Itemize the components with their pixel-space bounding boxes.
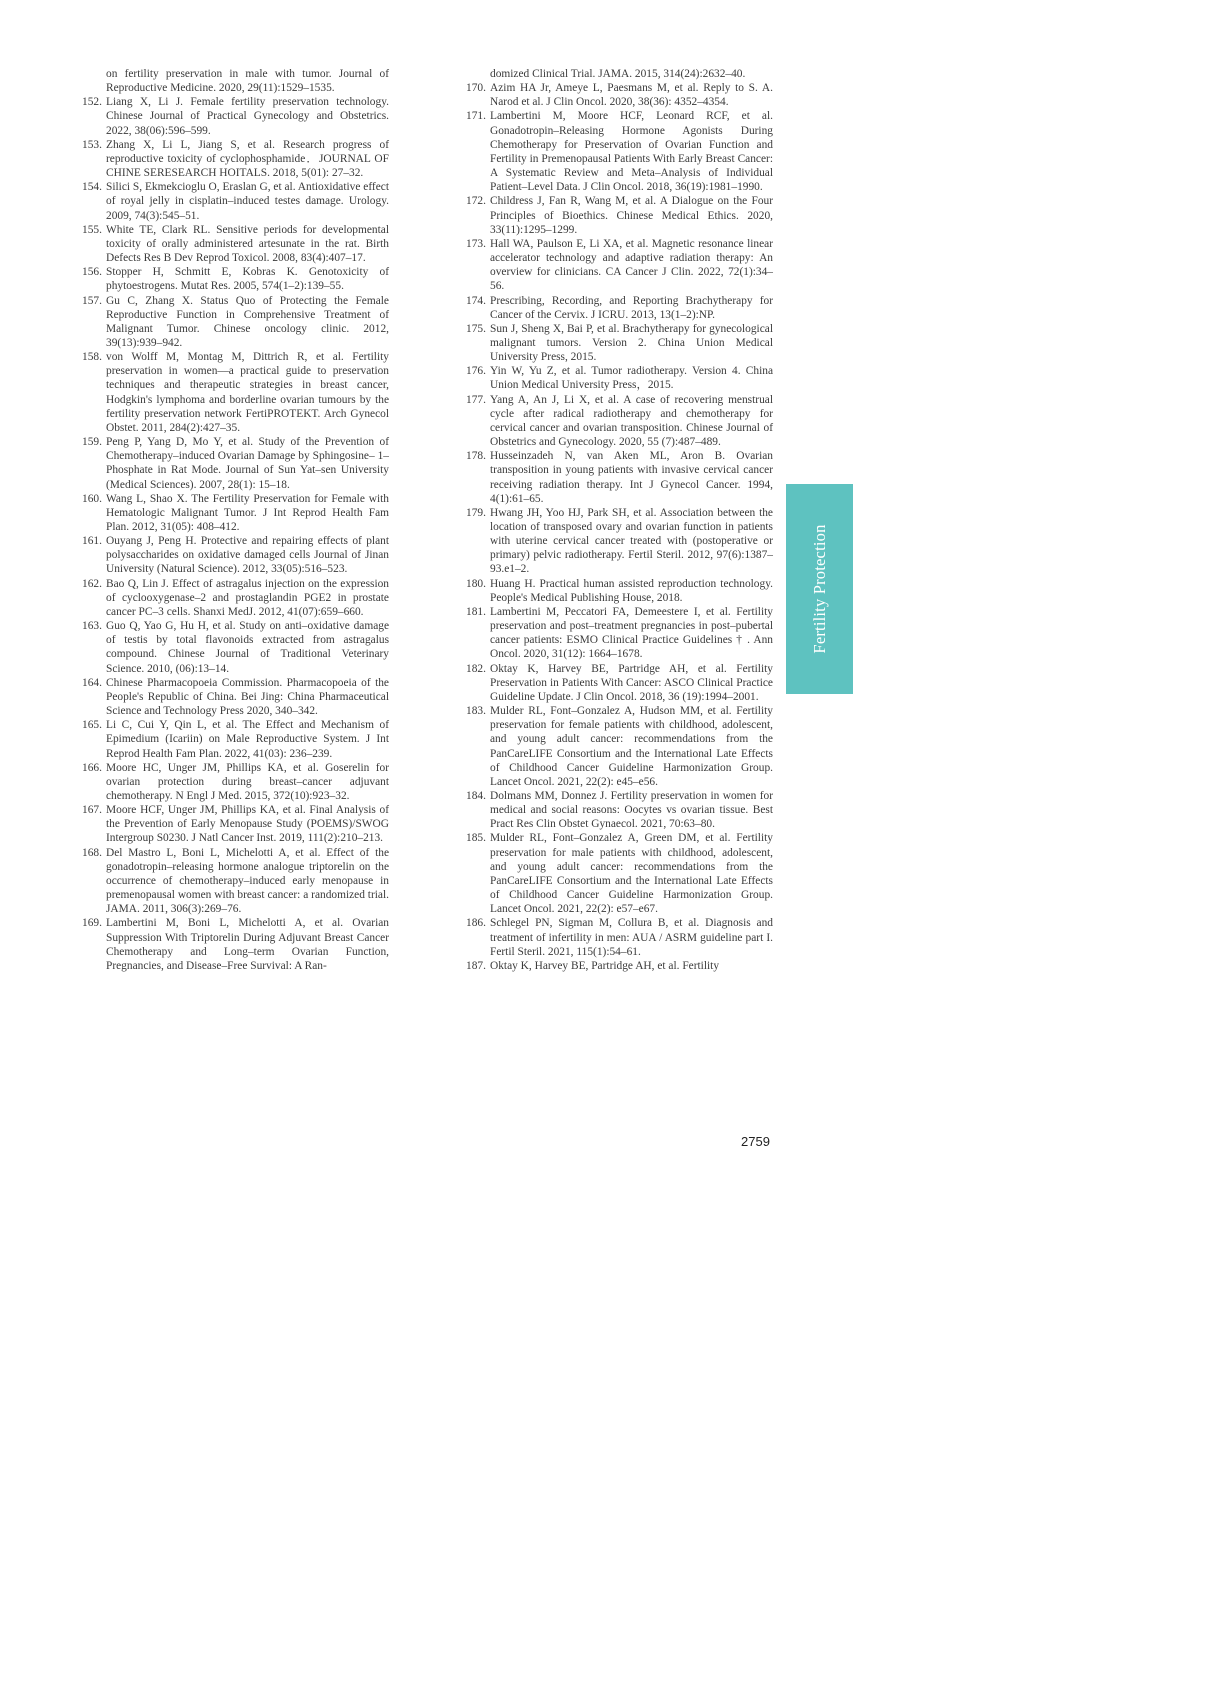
reference-item	[84, 534, 389, 576]
reference-continuation: domized Clinical Trial. JAMA. 2015, 314(24):2632–40.	[490, 68, 746, 80]
reference-item	[468, 237, 773, 294]
reference-item	[468, 364, 773, 392]
reference-item	[468, 294, 773, 322]
reference-text: Mulder RL, Font–Gonzalez A, Green DM, et al. Fertility preservation for male patients with childhood, adolescent, and young adult cancer: recommendations from the PanCareLIFE Consortium and the International Late Effects of Childhood Cancer Guideline Harmonization Group. Lancet Oncol. 2021, 22(2): e57–e67.	[490, 832, 773, 916]
reference-number: 154.	[82, 181, 102, 194]
reference-text: Hwang JH, Yoo HJ, Park SH, et al. Association between the location of transposed ovary and ovarian function in patients with uterine cervical cancer treated with (postoperative or primary) pelvic radiotherapy. Fertil Steril. 2012, 97(6):1387–93.e1–2.	[490, 506, 773, 576]
reference-number: 182.	[466, 662, 486, 675]
reference-item	[468, 959, 773, 973]
reference-item	[468, 81, 773, 109]
left-reference-column	[84, 67, 389, 973]
reference-text: von Wolff M, Montag M, Dittrich R, et al. Fertility preservation in women––a practical guide to preservation techniques and therapeutic strategies in breast cancer, Hodgkin's lymphoma and borderline ovarian tumours by the fertility preservation network FertiPROTEKT. Arch Gynecol Obstet. 2011, 284(2):427–35.	[106, 351, 389, 434]
reference-number: 165.	[82, 719, 102, 732]
reference-text: Guo Q, Yao G, Hu H, et al. Study on anti–oxidative damage of testis by total flavonoids extracted from astragalus compound. Chinese Journal of Traditional Veterinary Science. 2010, (06):13–14.	[106, 620, 389, 675]
section-side-tab	[786, 484, 853, 694]
reference-number: 169.	[82, 917, 102, 930]
reference-item	[468, 322, 773, 364]
reference-number: 157.	[82, 294, 102, 307]
reference-item	[468, 704, 773, 789]
page-number: 2759	[741, 1134, 770, 1149]
reference-text: Silici S, Ekmekcioglu O, Eraslan G, et al. Antioxidative effect of royal jelly in cisplatin–induced testes damage. Urology. 2009, 74(3):545–51.	[106, 181, 389, 222]
reference-item	[84, 916, 389, 973]
reference-number: 171.	[466, 110, 486, 123]
reference-item	[468, 109, 773, 194]
reference-number: 174.	[466, 294, 486, 307]
reference-text: Gu C, Zhang X. Status Quo of Protecting the Female Reproductive Function in Comprehensive Treatment of Malignant Tumor. Chinese oncology clinic. 2012, 39(13):939–942.	[106, 294, 389, 349]
reference-number: 184.	[466, 789, 486, 802]
reference-item	[468, 577, 773, 605]
reference-number: 170.	[466, 82, 486, 95]
reference-number: 181.	[466, 605, 486, 618]
reference-text: Chinese Pharmacopoeia Commission. Pharmacopoeia of the People's Republic of China. Bei Jing: China Pharmaceutical Science and Technology Press 2020, 340–342.	[106, 676, 389, 718]
reference-number: 186.	[466, 917, 486, 930]
reference-text: Yin W, Yu Z, et al. Tumor radiotherapy. Version 4. China Union Medical University Press，2015.	[490, 365, 773, 392]
reference-number: 164.	[82, 676, 102, 689]
reference-item	[468, 789, 773, 831]
reference-number: 155.	[82, 223, 102, 236]
reference-item	[84, 492, 389, 534]
reference-item	[84, 180, 389, 222]
reference-text: Dolmans MM, Donnez J. Fertility preservation in women for medical and social reasons: Oocytes vs ovarian tissue. Best Pract Res Clin Obstet Gynaecol. 2021, 70:63–80.	[490, 789, 773, 831]
reference-number: 159.	[82, 436, 102, 449]
reference-item	[84, 265, 389, 293]
reference-number: 163.	[82, 620, 102, 633]
reference-text: Mulder RL, Font–Gonzalez A, Hudson MM, et al. Fertility preservation for female patients with childhood, adolescent, and young adult cancer: recommendations from the PanCareLIFE Consortium and the International Late Effects of Childhood Cancer Guideline Harmonization Group. Lancet Oncol. 2021, 22(2): e45–e56.	[490, 705, 773, 788]
reference-text: Del Mastro L, Boni L, Michelotti A, et al. Effect of the gonadotropin–releasing hormone analogue triptorelin on the occurrence of chemotherapy–induced early menopause in premenopausal women with breast cancer: a randomized trial. JAMA. 2011, 306(3):269–76.	[106, 846, 389, 916]
reference-number: 162.	[82, 577, 102, 590]
reference-number: 179.	[466, 506, 486, 519]
reference-text: Moore HCF, Unger JM, Phillips KA, et al. Final Analysis of the Prevention of Early Menopause Study (POEMS)/SWOG Intergroup S0230. J Natl Cancer Inst. 2019, 111(2):210–213.	[106, 804, 389, 845]
reference-text: Azim HA Jr, Ameye L, Paesmans M, et al. Reply to S. A. Narod et al. J Clin Oncol. 2020, 38(36): 4352–4354.	[490, 82, 773, 109]
reference-item	[84, 761, 389, 803]
reference-text: Oktay K, Harvey BE, Partridge AH, et al. Fertility Preservation in Patients With Cancer: ASCO Clinical Practice Guideline Update. J Clin Oncol. 2018, 36 (19):1994–2001.	[490, 662, 773, 703]
reference-number: 173.	[466, 237, 486, 250]
reference-number: 167.	[82, 804, 102, 817]
reference-number: 161.	[82, 535, 102, 548]
reference-item	[468, 194, 773, 236]
reference-text: Sun J, Sheng X, Bai P, et al. Brachytherapy for gynecological malignant tumors. Version 2. China Union Medical University Press, 2015.	[490, 322, 773, 364]
reference-text: Ouyang J, Peng H. Protective and repairing effects of plant polysaccharides on oxidative damaged cells Journal of Jinan University (Natural Science). 2012, 33(05):516–523.	[106, 535, 389, 576]
reference-item	[84, 577, 389, 619]
reference-item	[84, 435, 389, 492]
reference-number: 166.	[82, 761, 102, 774]
reference-text: Yang A, An J, Li X, et al. A case of recovering menstrual cycle after radical radiotherapy and chemotherapy for cervical cancer and ovarian transposition. Chinese Journal of Obstetrics and Gynecology. 2020, 55 (7):487–489.	[490, 393, 773, 449]
reference-item	[84, 138, 389, 180]
reference-number: 176.	[466, 365, 486, 378]
reference-item	[84, 846, 389, 917]
reference-item	[84, 718, 389, 760]
reference-item	[84, 294, 389, 351]
reference-text: Husseinzadeh N, van Aken ML, Aron B. Ovarian transposition in young patients with invasive cervical cancer receiving radiation therapy. Int J Gynecol Cancer. 1994, 4(1):61–65.	[490, 450, 773, 505]
reference-text: Zhang X, Li L, Jiang S, et al. Research progress of reproductive toxicity of cyclophosphamide．JOURNAL OF CHINE SERESEARCH HOITALS. 2018, 5(01): 27–32.	[106, 138, 389, 180]
reference-number: 153.	[82, 138, 102, 151]
reference-number: 175.	[466, 322, 486, 335]
reference-item	[468, 831, 773, 916]
reference-item	[84, 350, 389, 435]
reference-item	[468, 506, 773, 577]
reference-number: 172.	[466, 195, 486, 208]
reference-number: 168.	[82, 846, 102, 859]
reference-text: Liang X, Li J. Female fertility preservation technology. Chinese Journal of Practical Gynecology and Obstetrics. 2022, 38(06):596–599.	[106, 96, 389, 137]
reference-text: Peng P, Yang D, Mo Y, et al. Study of the Prevention of Chemotherapy–induced Ovarian Damage by Sphingosine– 1– Phosphate in Rat Mode. Journal of Sun Yat–sen University (Medical Sciences). 2007, 28(1): 15–18.	[106, 436, 389, 491]
reference-text: Childress J, Fan R, Wang M, et al. A Dialogue on the Four Principles of Bioethics. Chinese Medical Ethics. 2020, 33(11):1295–1299.	[490, 195, 773, 236]
reference-number: 183.	[466, 705, 486, 718]
reference-item	[84, 619, 389, 676]
reference-text: Bao Q, Lin J. Effect of astragalus injection on the expression of cyclooxygenase–2 and prostaglandin PGE2 in prostate cancer PC–3 cells. Shanxi MedJ. 2012, 41(07):659–660.	[106, 577, 389, 618]
side-tab-label: Fertility Protection	[809, 524, 829, 654]
reference-item	[468, 662, 773, 704]
right-reference-column	[468, 67, 773, 973]
reference-item	[84, 95, 389, 137]
reference-text: Moore HC, Unger JM, Phillips KA, et al. Goserelin for ovarian protection during breast–cancer adjuvant chemotherapy. N Engl J Med. 2015, 372(10):923–32.	[106, 761, 389, 802]
reference-item	[468, 916, 773, 958]
reference-number: 185.	[466, 832, 486, 845]
reference-number: 152.	[82, 96, 102, 109]
reference-text: Lambertini M, Boni L, Michelotti A, et al. Ovarian Suppression With Triptorelin During Adjuvant Breast Cancer Chemotherapy and Long–term Ovarian Function, Pregnancies, and Disease–Free Survival: A Ran-	[106, 917, 389, 972]
reference-item	[468, 449, 773, 506]
reference-number: 180.	[466, 577, 486, 590]
reference-item	[468, 393, 773, 450]
reference-text: Prescribing, Recording, and Reporting Brachytherapy for Cancer of the Cervix. J ICRU. 2013, 13(1–2):NP.	[490, 294, 773, 321]
reference-item	[84, 676, 389, 718]
reference-number: 156.	[82, 266, 102, 279]
reference-text: Li C, Cui Y, Qin L, et al. The Effect and Mechanism of Epimedium (Icariin) on Male Reproductive System. J Int Reprod Health Fam Plan. 2022, 41(03): 236–239.	[106, 719, 389, 760]
reference-number: 187.	[466, 959, 486, 972]
reference-item	[468, 605, 773, 662]
reference-list-right	[468, 81, 773, 973]
reference-number: 158.	[82, 351, 102, 364]
reference-number: 160.	[82, 492, 102, 505]
reference-text: Lambertini M, Peccatori FA, Demeestere I, et al. Fertility preservation and post–treatment pregnancies in post–pubertal cancer patients: ESMO Clinical Practice Guidelines † . Ann Oncol. 2020, 31(12): 1664–1678.	[490, 605, 773, 661]
reference-text: Wang L, Shao X. The Fertility Preservation for Female with Hematologic Malignant Tumor. J Int Reprod Health Fam Plan. 2012, 31(05): 408–412.	[106, 492, 389, 533]
reference-text: Lambertini M, Moore HCF, Leonard RCF, et al. Gonadotropin–Releasing Hormone Agonists During Chemotherapy for Preservation of Ovarian Function and Fertility in Premenopausal Patients With Early Breast Cancer: A Systematic Review and Meta–Analysis of Individual Patient–Level Data. J Clin Oncol. 2018, 36(19):1981–1990.	[490, 110, 773, 194]
reference-list-left	[84, 95, 389, 973]
reference-text: Hall WA, Paulson E, Li XA, et al. Magnetic resonance linear accelerator technology and adaptive radiation therapy: An overview for clinicians. CA Cancer J Clin. 2022, 72(1):34–56.	[490, 237, 773, 293]
reference-text: Oktay K, Harvey BE, Partridge AH, et al. Fertility	[490, 959, 720, 972]
reference-number: 178.	[466, 450, 486, 463]
reference-text: Huang H. Practical human assisted reproduction technology. People's Medical Publishing House, 2018.	[490, 577, 773, 604]
reference-text: Schlegel PN, Sigman M, Collura B, et al. Diagnosis and treatment of infertility in men: AUA / ASRM guideline part I. Fertil Steril. 2021, 115(1):54–61.	[490, 917, 773, 958]
reference-text: White TE, Clark RL. Sensitive periods for developmental toxicity of orally administered artesunate in the rat. Birth Defects Res B Dev Reprod Toxicol. 2008, 83(4):407–17.	[106, 223, 389, 265]
reference-text: Stopper H, Schmitt E, Kobras K. Genotoxicity of phytoestrogens. Mutat Res. 2005, 574(1–2):139–55.	[106, 266, 389, 293]
reference-continuation: on fertility preservation in male with tumor. Journal of Reproductive Medicine. 2020, 29(11):1529–1535.	[106, 68, 389, 95]
reference-item	[84, 223, 389, 265]
reference-item	[84, 803, 389, 845]
reference-number: 177.	[466, 393, 486, 406]
